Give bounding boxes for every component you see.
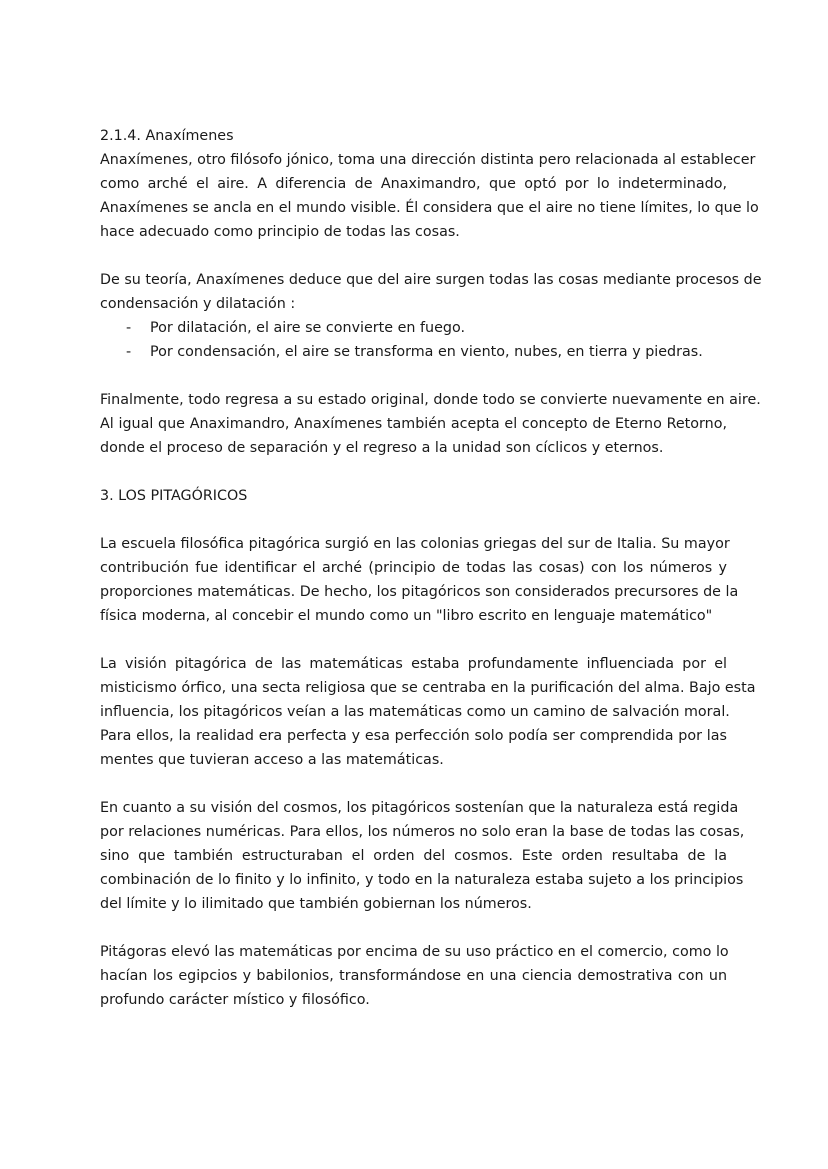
document-page: [100, 124, 762, 1012]
paragraph-spacer: [100, 460, 727, 484]
text-line: Al igual que Anaximandro, Anaxímenes también acepta el concepto de Eterno Retorno,: [100, 416, 727, 432]
text-line: misticismo órfico, una secta religiosa que se centraba en la purificación del alma. Bajo esta: [100, 680, 756, 696]
text-line: La escuela filosófica pitagórica surgió en las colonias griegas del sur de Italia. Su mayor: [100, 536, 730, 552]
text-line: sino que también estructuraban el orden del cosmos. Este orden resultaba de la: [100, 848, 727, 864]
text-line: combinación de lo finito y lo infinito, y todo en la naturaleza estaba sujeto a los principios: [100, 872, 744, 888]
paragraph-pitagoras-mathematics: [100, 940, 727, 1012]
text-line: proporciones matemáticas. De hecho, los pitagóricos son considerados precursores de la: [100, 584, 739, 600]
text-line: Para ellos, la realidad era perfecta y esa perfección solo podía ser comprendida por las: [100, 728, 727, 744]
dash-bullet-icon: -: [126, 320, 132, 336]
text-line: por relaciones numéricas. Para ellos, los números no solo eran la base de todas las cosas,: [100, 824, 745, 840]
text-line: Finalmente, todo regresa a su estado original, donde todo se convierte nuevamente en aire.: [100, 392, 761, 408]
text-line: como arché el aire. A diferencia de Anaximandro, que optó por lo indeterminado,: [100, 176, 727, 192]
section-heading-pitagoricos: 3. LOS PITAGÓRICOS: [100, 488, 248, 504]
text-line: La visión pitagórica de las matemáticas estaba profundamente influenciada por el: [100, 656, 727, 672]
text-line: física moderna, al concebir el mundo como un "libro escrito en lenguaje matemático": [100, 608, 713, 624]
text-line: del límite y lo ilimitado que también gobiernan los números.: [100, 896, 532, 912]
paragraph-spacer: [100, 628, 727, 652]
list-item-text: Por condensación, el aire se transforma en viento, nubes, en tierra y piedras.: [150, 344, 703, 360]
paragraph-pitagoricos-mysticism: [100, 652, 756, 772]
text-line: contribución fue identificar el arché (principio de todas las cosas) con los números y: [100, 560, 727, 576]
text-line: Anaxímenes, otro filósofo jónico, toma una dirección distinta pero relacionada al establecer: [100, 152, 756, 168]
paragraph-pitagoricos-school: [100, 532, 739, 628]
paragraph-spacer: [100, 244, 727, 268]
list-item-text: Por dilatación, el aire se convierte en fuego.: [150, 320, 466, 336]
paragraph-spacer: [100, 508, 727, 532]
text-line: donde el proceso de separación y el regreso a la unidad son cíclicos y eternos.: [100, 440, 664, 456]
process-list: [100, 316, 727, 364]
paragraph-pitagoricos-cosmos: [100, 796, 745, 916]
text-line: Pitágoras elevó las matemáticas por encima de su uso práctico en el comercio, como lo: [100, 944, 729, 960]
paragraph-spacer: [100, 772, 727, 796]
text-line: Anaxímenes se ancla en el mundo visible. Él considera que el aire no tiene límites, lo que lo: [100, 200, 759, 216]
text-line: mentes que tuvieran acceso a las matemáticas.: [100, 752, 444, 768]
text-line: hace adecuado como principio de todas las cosas.: [100, 224, 460, 240]
paragraph-anaximenes-return: [100, 388, 761, 460]
section-heading-anaximenes: 2.1.4. Anaxímenes: [100, 128, 234, 144]
text-line: En cuanto a su visión del cosmos, los pitagóricos sostenían que la naturaleza está regida: [100, 800, 739, 816]
paragraph-spacer: [100, 916, 727, 940]
text-line: profundo carácter místico y filosófico.: [100, 992, 370, 1008]
paragraph-anaximenes-intro: [100, 148, 759, 244]
text-line: De su teoría, Anaxímenes deduce que del aire surgen todas las cosas mediante procesos de: [100, 272, 762, 288]
text-line: hacían los egipcios y babilonios, transformándose en una ciencia demostrativa con un: [100, 968, 727, 984]
list-item: [100, 340, 727, 364]
paragraph-spacer: [100, 364, 727, 388]
dash-bullet-icon: -: [126, 344, 132, 360]
list-item: [100, 316, 727, 340]
paragraph-anaximenes-theory: [100, 268, 762, 316]
text-line: condensación y dilatación :: [100, 296, 296, 312]
text-line: influencia, los pitagóricos veían a las matemáticas como un camino de salvación moral.: [100, 704, 730, 720]
